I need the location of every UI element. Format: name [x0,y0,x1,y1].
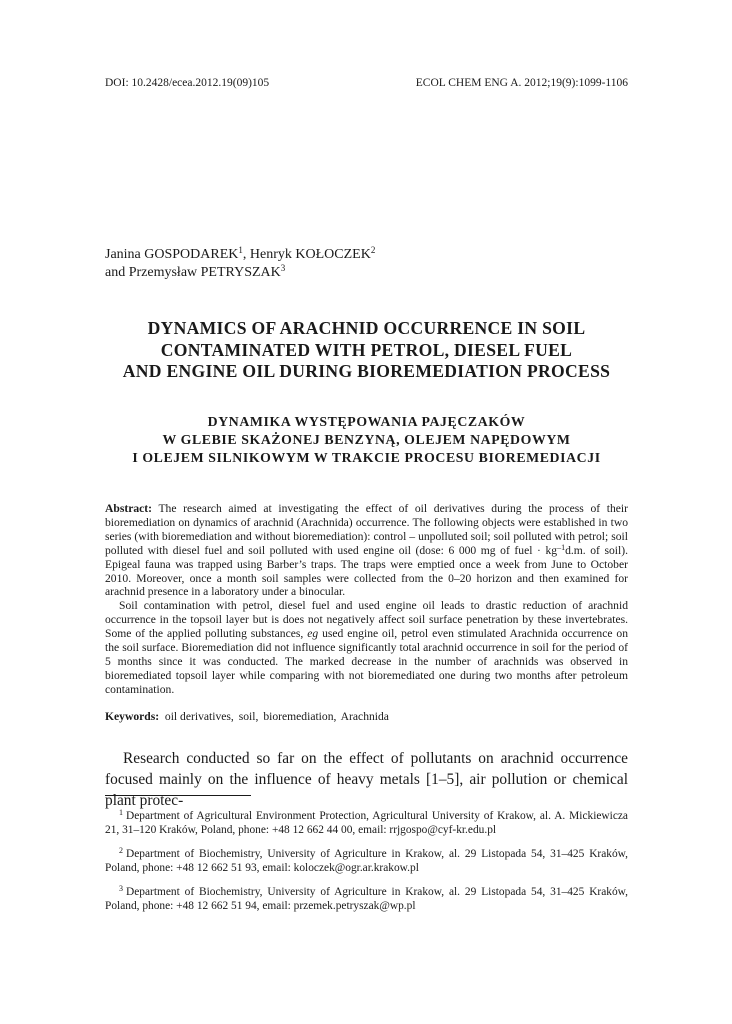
journal-citation: ECOL CHEM ENG A. 2012;19(9):1099-1106 [415,77,628,89]
footnote [105,847,628,875]
footnote-text: Department of Biochemistry, University of Agriculture in Krakow, al. 29 Listopada 54, 31–425 Kraków, Poland, phone: +48 12 662 51 94, email: przemek.petryszak@wp.pl [105,885,628,913]
abstract-italic: eg [307,627,319,641]
affiliation-marker: 1 [238,245,243,255]
keyword: oil derivatives [164,710,231,723]
abstract-paragraph [105,599,628,696]
doi-text: DOI: 10.2428/ecea.2012.19(09)105 [105,77,270,89]
author-line-2 [105,264,628,282]
keyword: Arachnida [340,710,389,723]
body-paragraph: Research conducted so far on the effect of pollutants on arachnid occurrence focused mainly on the influence of heavy metals [1–5], air pollution or chemical plant protec- [105,750,628,809]
paper-subtitle-polish [105,413,628,467]
subtitle-line: DYNAMIKA WYSTĘPOWANIA PAJĘCZAKÓW [207,414,526,429]
title-line: CONTAMINATED WITH PETROL, DIESEL FUEL [160,339,573,360]
abstract-text: d.m. of soil). Epigeal fauna was trapped using Barber’s traps. The traps were emptied once a week from June to October 2010. Moreover, once a month soil samples were collected from the 0–20 horizon and then examined for arachnid presence in a laboratory under a binocular. [105,543,628,599]
abstract-paragraph [105,502,628,599]
author-name: Janina GOSPODAREK [105,247,239,262]
subtitle-line: W GLEBIE SKAŻONEJ BENZYNĄ, OLEJEM NAPĘDOWYM [162,432,571,447]
abstract-text: The research aimed at investigating the effect of oil derivatives during the process of their bioremediation on dynamics of arachnid (Arachnida) occurrence. The following objects were established in two series (with bioremediation and without bioremediation): control – unpolluted soil; soil polluted with petrol; soil polluted with diesel fuel and soil polluted with used engine oil (dose: 6 000 mg of fuel · kg [105,502,628,557]
subtitle-line: I OLEJEM SILNIKOWYM W TRAKCIE PROCESU BIOREMEDIACJI [132,450,601,465]
abstract-text: used engine oil, petrol even stimulated Arachnida occurrence on the soil surface. Bioremediation did not influence significantly total arachnid occurrence in soil for the period of 5 months since it was conducted. The marked decrease in the number of arachnids was observed in bioremediated topsoil layer while comparing with not bioremediated one during two months after petroleum contamination. [105,627,628,696]
footnote-text: Department of Biochemistry, University of Agriculture in Krakow, al. 29 Listopada 54, 31–425 Kraków, Poland, phone: +48 12 662 51 93, email: koloczek@ogr.ar.krakow.pl [105,847,628,875]
footnote-text: Department of Agricultural Environment Protection, Agricultural University of Krakow, al. A. Mickiewicza 21, 31–120 Kraków, Poland, phone: +48 12 662 44 00, email: rrjgospo@cyf-kr.edu.pl [105,810,628,837]
keywords-label: Keywords: [105,710,160,723]
keywords: Keywords: oil derivatives, soil, bioremediation, Arachnida [105,710,389,723]
footnote-number: 2 [119,845,123,855]
abstract-text: Soil contamination with petrol, diesel fuel and used engine oil leads to drastic reduction of arachnid occurrence in the topsoil layer but is does not negatively affect soil surface penetration by these invertebrates. Some of the applied polluting substances, [105,599,628,641]
keyword: soil [238,710,256,723]
affiliation-marker: 3 [280,263,286,273]
affiliation-marker: 2 [370,245,376,255]
footnote [105,885,628,913]
footnote-number: 3 [119,883,123,893]
author-name: Henryk KOŁOCZEK [249,247,371,262]
footnote [105,809,628,837]
author-conjunction: and [105,265,129,280]
author-list [105,246,628,282]
title-line: DYNAMICS OF ARACHNID OCCURRENCE IN SOIL [147,318,586,338]
paper-title [105,318,628,383]
author-name: Przemysław PETRYSZAK [128,265,281,280]
exponent: –1 [557,542,566,552]
abstract-label: Abstract: [105,502,153,515]
keyword: bioremediation [263,710,334,723]
abstract [105,502,628,697]
footnote-divider [105,795,251,796]
author-separator: , [242,247,250,262]
author-line-1 [105,246,628,264]
running-header [105,77,628,89]
footnote-number: 1 [119,808,123,817]
title-line: AND ENGINE OIL DURING BIOREMEDIATION PROCESS [122,361,611,381]
footnotes [105,809,628,923]
